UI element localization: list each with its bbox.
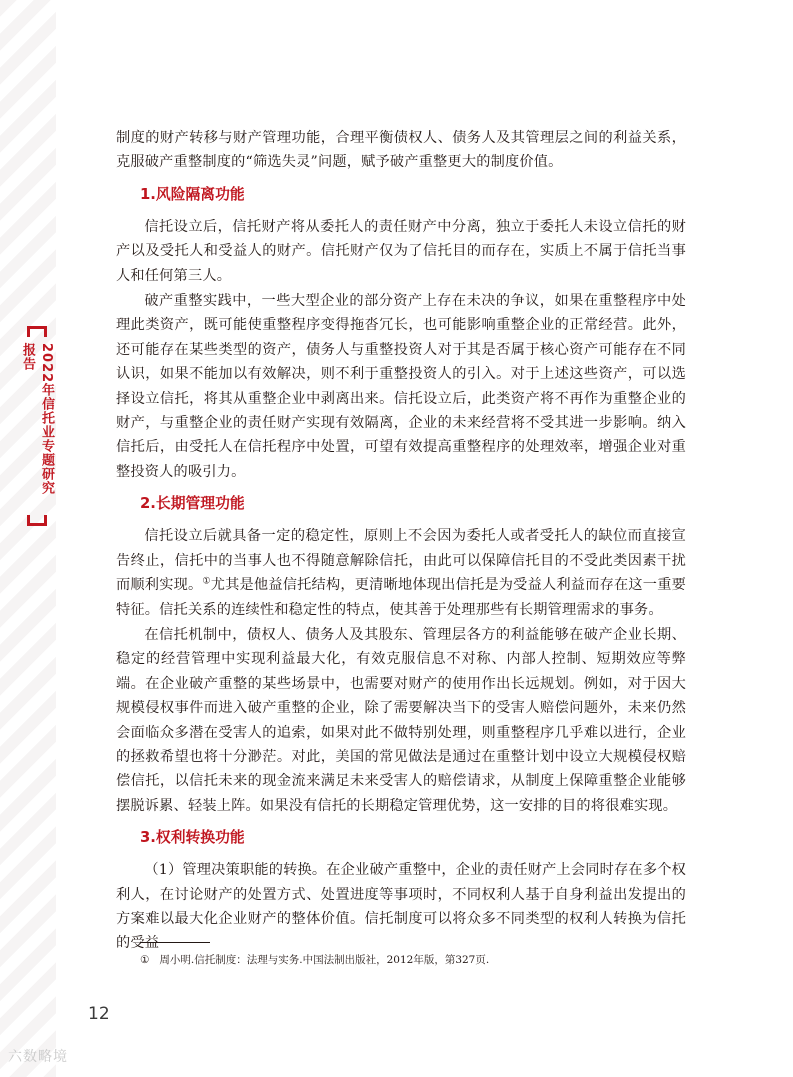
footnote xyxy=(140,952,489,968)
body-paragraph: 破产重整实践中，一些大型企业的部分资产上存在未决的争议，如果在重整程序中处理此类资产，既可能使重整程序变得拖沓冗长，也可能影响重整企业的正常经营。此外，还可能存在某些类型的资产，债务人与重整投资人对于其是否属于核心资产可能存在不同认识，如果不能加以有效解决，则不利于重整投资人的引入。对于上述这些资产，可以选择设立信托，将其从重整企业中剥离出来。信托设立后，此类资产将不再作为重整企业的财产，与重整企业的责任财产实现有效隔离，企业的未来经营将不受其进一步影响。纳入信托后，由受托人在信托程序中处置，可望有效提高重整程序的处理效率，增强企业对重整投资人的吸引力。 xyxy=(116,293,686,480)
footnote-marker: ① xyxy=(140,954,150,966)
section-heading-risk-isolation: 1.风险隔离功能 xyxy=(140,185,245,203)
report-side-tag xyxy=(20,326,54,526)
page-number: 12 xyxy=(88,1004,110,1024)
body-paragraph: 在信托机制中，债权人、债务人及其股东、管理层各方的利益能够在破产企业长期、稳定的经营管理中实现利益最大化，有效克服信息不对称、内部人控制、短期效应等弊端。在企业破产重整的某些场景中，也需要对财产的使用作出长远规划。例如，对于因大规模侵权事件而进入破产重整的企业，除了需要解决当下的受害人赔偿问题外，未来仍然会面临众多潜在受害人的追索，如果对此不做特别处理，则重整程序几乎难以进行，企业的拯救希望也将十分渺茫。对此，美国的常见做法是通过在重整计划中设立大规模侵权赔偿信托，以信托未来的现金流来满足未来受害人的赔偿请求，从制度上保障重整企业能够摆脱诉累、轻装上阵。如果没有信托的长期稳定管理优势，这一安排的目的将很难实现。 xyxy=(116,626,686,814)
watermark: 六数略境 xyxy=(8,1049,68,1065)
intro-paragraph: 制度的财产转移与财产管理功能，合理平衡债权人、债务人及其管理层之间的利益关系，克服破产重整制度的“筛选失灵”问题，赋予破产重整更大的制度价值。 xyxy=(116,130,686,171)
bracket-top-icon xyxy=(27,326,47,337)
report-series-label: 2022年信托业专题研究报告 xyxy=(20,343,54,496)
paragraph-text: 信托设立后就具备一定的稳定性，原则上不会因为委托人或者受托人的缺位而直接宣告终止，信托中的当事人也不得随意解除信托，由此可以保障信托目的不受此类因素干扰而顺利实现。 xyxy=(116,528,686,594)
footnote-text: 周小明.信托制度：法理与实务.中国法制出版社，2012年版，第327页. xyxy=(159,954,490,966)
page-body xyxy=(116,126,686,956)
body-paragraph: 信托设立后，信托财产将从委托人的责任财产中分离，独立于委托人未设立信托的财产以及受托人和受益人的财产。信托财产仅为了信托目的而存在，实质上不属于信托当事人和任何第三人。 xyxy=(116,218,686,284)
footnote-reference[interactable]: ① xyxy=(202,576,211,587)
body-paragraph xyxy=(116,524,686,622)
paragraph-text: 尤其是他益信托结构，更清晰地体现出信托是为受益人利益而存在这一重要特征。信托关系的连续性和稳定性的特点，使其善于处理那些有长期管理需求的事务。 xyxy=(116,577,686,618)
body-paragraph: （1）管理决策职能的转换。在企业破产重整中，企业的责任财产上会同时存在多个权利人，在讨论财产的处置方式、处置进度等事项时，不同权利人基于自身利益出发提出的方案难以最大化企业财产的整体价值。信托制度可以将众多不同类型的权利人转换为信托的受益 xyxy=(116,862,686,952)
section-heading-long-term-management: 2.长期管理功能 xyxy=(140,495,245,513)
bracket-bottom-icon xyxy=(27,515,47,526)
decorative-side-pattern xyxy=(0,0,56,1077)
footnote-divider xyxy=(140,942,210,943)
section-heading-rights-conversion: 3.权利转换功能 xyxy=(140,829,245,847)
